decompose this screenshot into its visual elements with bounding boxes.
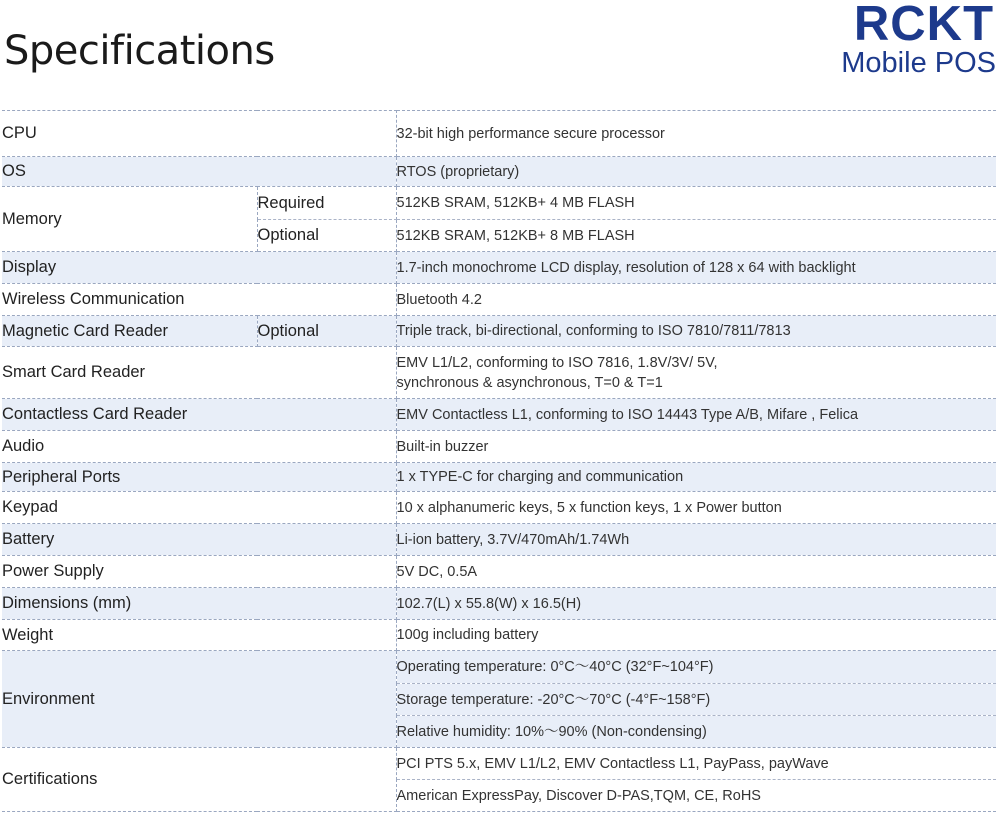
page-title: Specifications <box>4 28 275 74</box>
table-row-ports <box>2 463 996 492</box>
row-sublabel: Required <box>257 187 396 220</box>
table-row-contactless <box>2 399 996 431</box>
row-value-line: EMV L1/L2, conforming to ISO 7816, 1.8V/3V/ 5V, <box>396 354 718 371</box>
table-row-weight <box>2 620 996 651</box>
brand-logo: RCKT <box>853 0 994 51</box>
specifications-table <box>2 110 996 812</box>
brand-subtitle: Mobile POS <box>841 47 996 79</box>
row-value: PCI PTS 5.x, EMV L1/L2, EMV Contactless L1, PayPass, payWave <box>396 748 996 780</box>
row-value: 1.7-inch monochrome LCD display, resolution of 128 x 64 with backlight <box>396 252 996 284</box>
row-value: Storage temperature: -20°C～70°C (-4°F~158°F) <box>396 684 996 716</box>
table-row-smart-card <box>2 347 996 399</box>
row-value: Built-in buzzer <box>396 431 996 463</box>
row-value: 102.7(L) x 55.8(W) x 16.5(H) <box>396 588 996 620</box>
row-value: 32-bit high performance secure processor <box>396 111 996 157</box>
row-value <box>396 347 996 399</box>
row-value: EMV Contactless L1, conforming to ISO 14443 Type A/B, Mifare , Felica <box>396 399 996 431</box>
row-label: Contactless Card Reader <box>2 399 396 431</box>
row-label: Keypad <box>2 492 396 524</box>
row-label: Audio <box>2 431 396 463</box>
table-row-battery <box>2 524 996 556</box>
row-label: CPU <box>2 111 396 157</box>
table-row-certifications <box>2 748 996 780</box>
row-label: Peripheral Ports <box>2 463 396 492</box>
table-row-keypad <box>2 492 996 524</box>
row-label: Memory <box>2 187 257 252</box>
table-row-environment <box>2 651 996 684</box>
row-value: 5V DC, 0.5A <box>396 556 996 588</box>
row-value: 10 x alphanumeric keys, 5 x function keys, 1 x Power button <box>396 492 996 524</box>
row-label: Wireless Communication <box>2 284 396 316</box>
table-row-memory <box>2 187 996 220</box>
table-row-wireless <box>2 284 996 316</box>
row-label: OS <box>2 157 396 187</box>
row-label: Battery <box>2 524 396 556</box>
row-label: Power Supply <box>2 556 396 588</box>
row-value-line: synchronous & asynchronous, T=0 & T=1 <box>396 374 663 391</box>
row-value: RTOS (proprietary) <box>396 157 996 187</box>
row-value: 1 x TYPE-C for charging and communication <box>396 463 996 492</box>
row-value: 512KB SRAM, 512KB+ 4 MB FLASH <box>396 187 996 220</box>
row-label: Smart Card Reader <box>2 347 396 399</box>
table-row-audio <box>2 431 996 463</box>
row-label: Display <box>2 252 396 284</box>
table-row-power-supply <box>2 556 996 588</box>
table-row-dimensions <box>2 588 996 620</box>
row-value: 100g including battery <box>396 620 996 651</box>
row-sublabel: Optional <box>257 220 396 252</box>
row-value: Li-ion battery, 3.7V/470mAh/1.74Wh <box>396 524 996 556</box>
row-label: Dimensions (mm) <box>2 588 396 620</box>
row-value: Bluetooth 4.2 <box>396 284 996 316</box>
row-value: American ExpressPay, Discover D-PAS,TQM, CE, RoHS <box>396 780 996 812</box>
table-row-cpu <box>2 111 996 157</box>
table-row-display <box>2 252 996 284</box>
row-label: Environment <box>2 651 396 748</box>
row-label: Magnetic Card Reader <box>2 316 257 347</box>
row-value: Operating temperature: 0°C～40°C (32°F~104°F) <box>396 651 996 684</box>
row-label: Certifications <box>2 748 396 812</box>
table-row-os <box>2 157 996 187</box>
table-row-magnetic <box>2 316 996 347</box>
row-value: 512KB SRAM, 512KB+ 8 MB FLASH <box>396 220 996 252</box>
row-value: Triple track, bi-directional, conforming to ISO 7810/7811/7813 <box>396 316 996 347</box>
row-value: Relative humidity: 10%～90% (Non-condensing) <box>396 716 996 748</box>
row-sublabel: Optional <box>257 316 396 347</box>
row-label: Weight <box>2 620 396 651</box>
